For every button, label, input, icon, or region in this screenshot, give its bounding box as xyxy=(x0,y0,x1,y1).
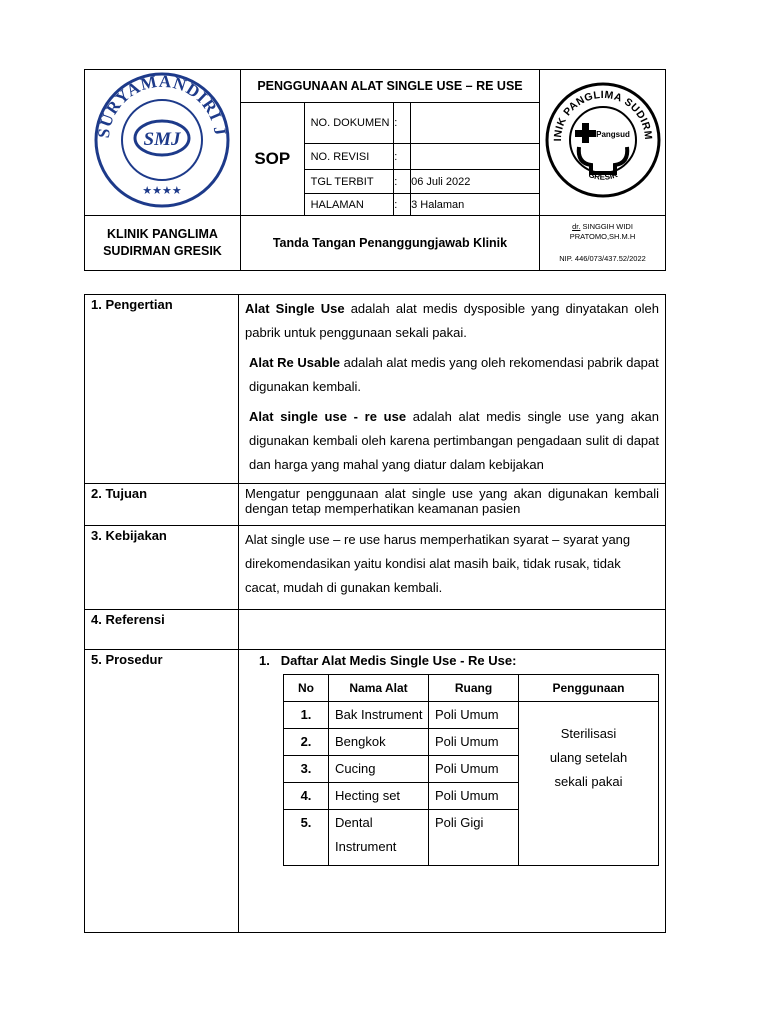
right-logo-center-text: Pangsud xyxy=(595,130,630,139)
meta-colon: : xyxy=(394,170,411,194)
row-number: 4. xyxy=(284,783,329,810)
section-label-pengertian: 1. Pengertian xyxy=(85,295,239,484)
table-header-penggunaan: Penggunaan xyxy=(519,675,659,702)
suryamandiri-logo xyxy=(87,70,237,210)
row-ruang: Poli Umum xyxy=(429,756,519,783)
row-number: 3. xyxy=(284,756,329,783)
table-header-nama-alat: Nama Alat xyxy=(329,675,429,702)
row-nama-alat: Cucing xyxy=(329,756,429,783)
meta-label-tgl-terbit: TGL TERBIT xyxy=(304,170,394,194)
pengertian-paragraph-1 xyxy=(245,297,659,345)
left-logo-stars: ★★★★ xyxy=(142,185,183,197)
section-content-tujuan: Mengatur penggunaan alat single use yang akan digunakan kembali dengan tetap memperhatikan keamanan pasien xyxy=(239,484,666,526)
signature-label: Tanda Tangan Penanggungjawab Klinik xyxy=(240,216,539,271)
meta-value-no-dokumen xyxy=(411,103,540,144)
left-logo-center-text: SMJ xyxy=(143,129,181,150)
meta-label-no-revisi: NO. REVISI xyxy=(304,144,394,170)
row-nama-alat: Bak Instrument xyxy=(329,702,429,729)
row-number: 2. xyxy=(284,729,329,756)
term-single-use-re-use: Alat single use - re use xyxy=(249,409,407,424)
row-number: 1. xyxy=(284,702,329,729)
section-content-referensi xyxy=(239,610,666,650)
alat-medis-table xyxy=(283,674,659,866)
row-ruang: Poli Umum xyxy=(429,783,519,810)
penggunaan-cell: Sterilisasi ulang setelah sekali pakai xyxy=(519,702,659,866)
definition-text: adalah alat medis yang oleh rekomendasi pabrik dapat digunakan kembali. xyxy=(249,355,659,394)
pengertian-paragraph-2 xyxy=(245,351,659,399)
definition-text: adalah alat medis dysposible yang dinyatakan oleh pabrik untuk penggunaan sekali pakai. xyxy=(245,301,659,340)
section-content-pengertian xyxy=(239,295,666,484)
klinik-logo xyxy=(543,77,663,203)
prosedur-item-heading xyxy=(245,652,659,670)
section-label-kebijakan: 3. Kebijakan xyxy=(85,526,239,610)
meta-colon: : xyxy=(394,103,411,144)
table-header-ruang: Ruang xyxy=(429,675,519,702)
row-nama-alat: Bengkok xyxy=(329,729,429,756)
table-row xyxy=(284,702,659,729)
left-logo-cell xyxy=(85,70,241,216)
doctor-nip: NIP. 446/073/437.52/2022 xyxy=(559,254,646,263)
row-nama-alat: Hecting set xyxy=(329,783,429,810)
row-nama-alat: Dental Instrument xyxy=(329,810,429,866)
meta-label-halaman: HALAMAN xyxy=(304,194,394,216)
clinic-name: KLINIK PANGLIMA SUDIRMAN GRESIK xyxy=(85,216,241,271)
meta-value-halaman: 3 Halaman xyxy=(411,194,540,216)
definition-text: adalah alat medis single use yang akan digunakan kembali oleh karena pertimbangan pengadaan sulit di dapat dan harga yang mahal yang diatur dalam kebijakan xyxy=(249,409,659,472)
row-number: 5. xyxy=(284,810,329,866)
pengertian-paragraph-3 xyxy=(245,405,659,477)
section-label-tujuan: 2. Tujuan xyxy=(85,484,239,526)
meta-colon: : xyxy=(394,144,411,170)
section-content-prosedur xyxy=(239,650,666,933)
section-label-prosedur: 5. Prosedur xyxy=(85,650,239,933)
right-logo-bottom-text: GRESIK xyxy=(586,170,619,182)
term-re-usable: Alat Re Usable xyxy=(249,355,341,370)
prosedur-item-number: 1. xyxy=(259,653,270,668)
doctor-name: SINGGIH WIDI PRATOMO,SH.M.H xyxy=(569,222,636,241)
right-logo-cell xyxy=(540,70,666,216)
row-ruang: Poli Umum xyxy=(429,729,519,756)
row-ruang: Poli Umum xyxy=(429,702,519,729)
sop-content-table xyxy=(84,294,666,933)
right-logo-ring-text: INIK PANGLIMA SUDIRM xyxy=(551,88,654,142)
table-header-no: No xyxy=(284,675,329,702)
doctor-prefix: dr. xyxy=(572,222,581,231)
doctor-signature-block xyxy=(540,216,666,271)
row-ruang: Poli Gigi xyxy=(429,810,519,866)
meta-label-no-dokumen: NO. DOKUMEN xyxy=(304,103,394,144)
sop-label: SOP xyxy=(240,103,304,216)
section-label-referensi: 4. Referensi xyxy=(85,610,239,650)
term-single-use: Alat Single Use xyxy=(245,301,345,316)
meta-value-no-revisi xyxy=(411,144,540,170)
meta-colon: : xyxy=(394,194,411,216)
left-logo-ring-text: SURYAMANDIRI J xyxy=(94,71,231,140)
document-title: PENGGUNAAN ALAT SINGLE USE – RE USE xyxy=(240,70,539,103)
document-header xyxy=(84,69,666,271)
prosedur-item-title: Daftar Alat Medis Single Use - Re Use: xyxy=(280,653,517,668)
meta-value-tgl-terbit: 06 Juli 2022 xyxy=(411,170,540,194)
section-content-kebijakan: Alat single use – re use harus memperhatikan syarat – syarat yang direkomendasikan yaitu kondisi alat masih baik, tidak rusak, tidak cacat, mudah di gunakan kembali. xyxy=(239,526,666,610)
